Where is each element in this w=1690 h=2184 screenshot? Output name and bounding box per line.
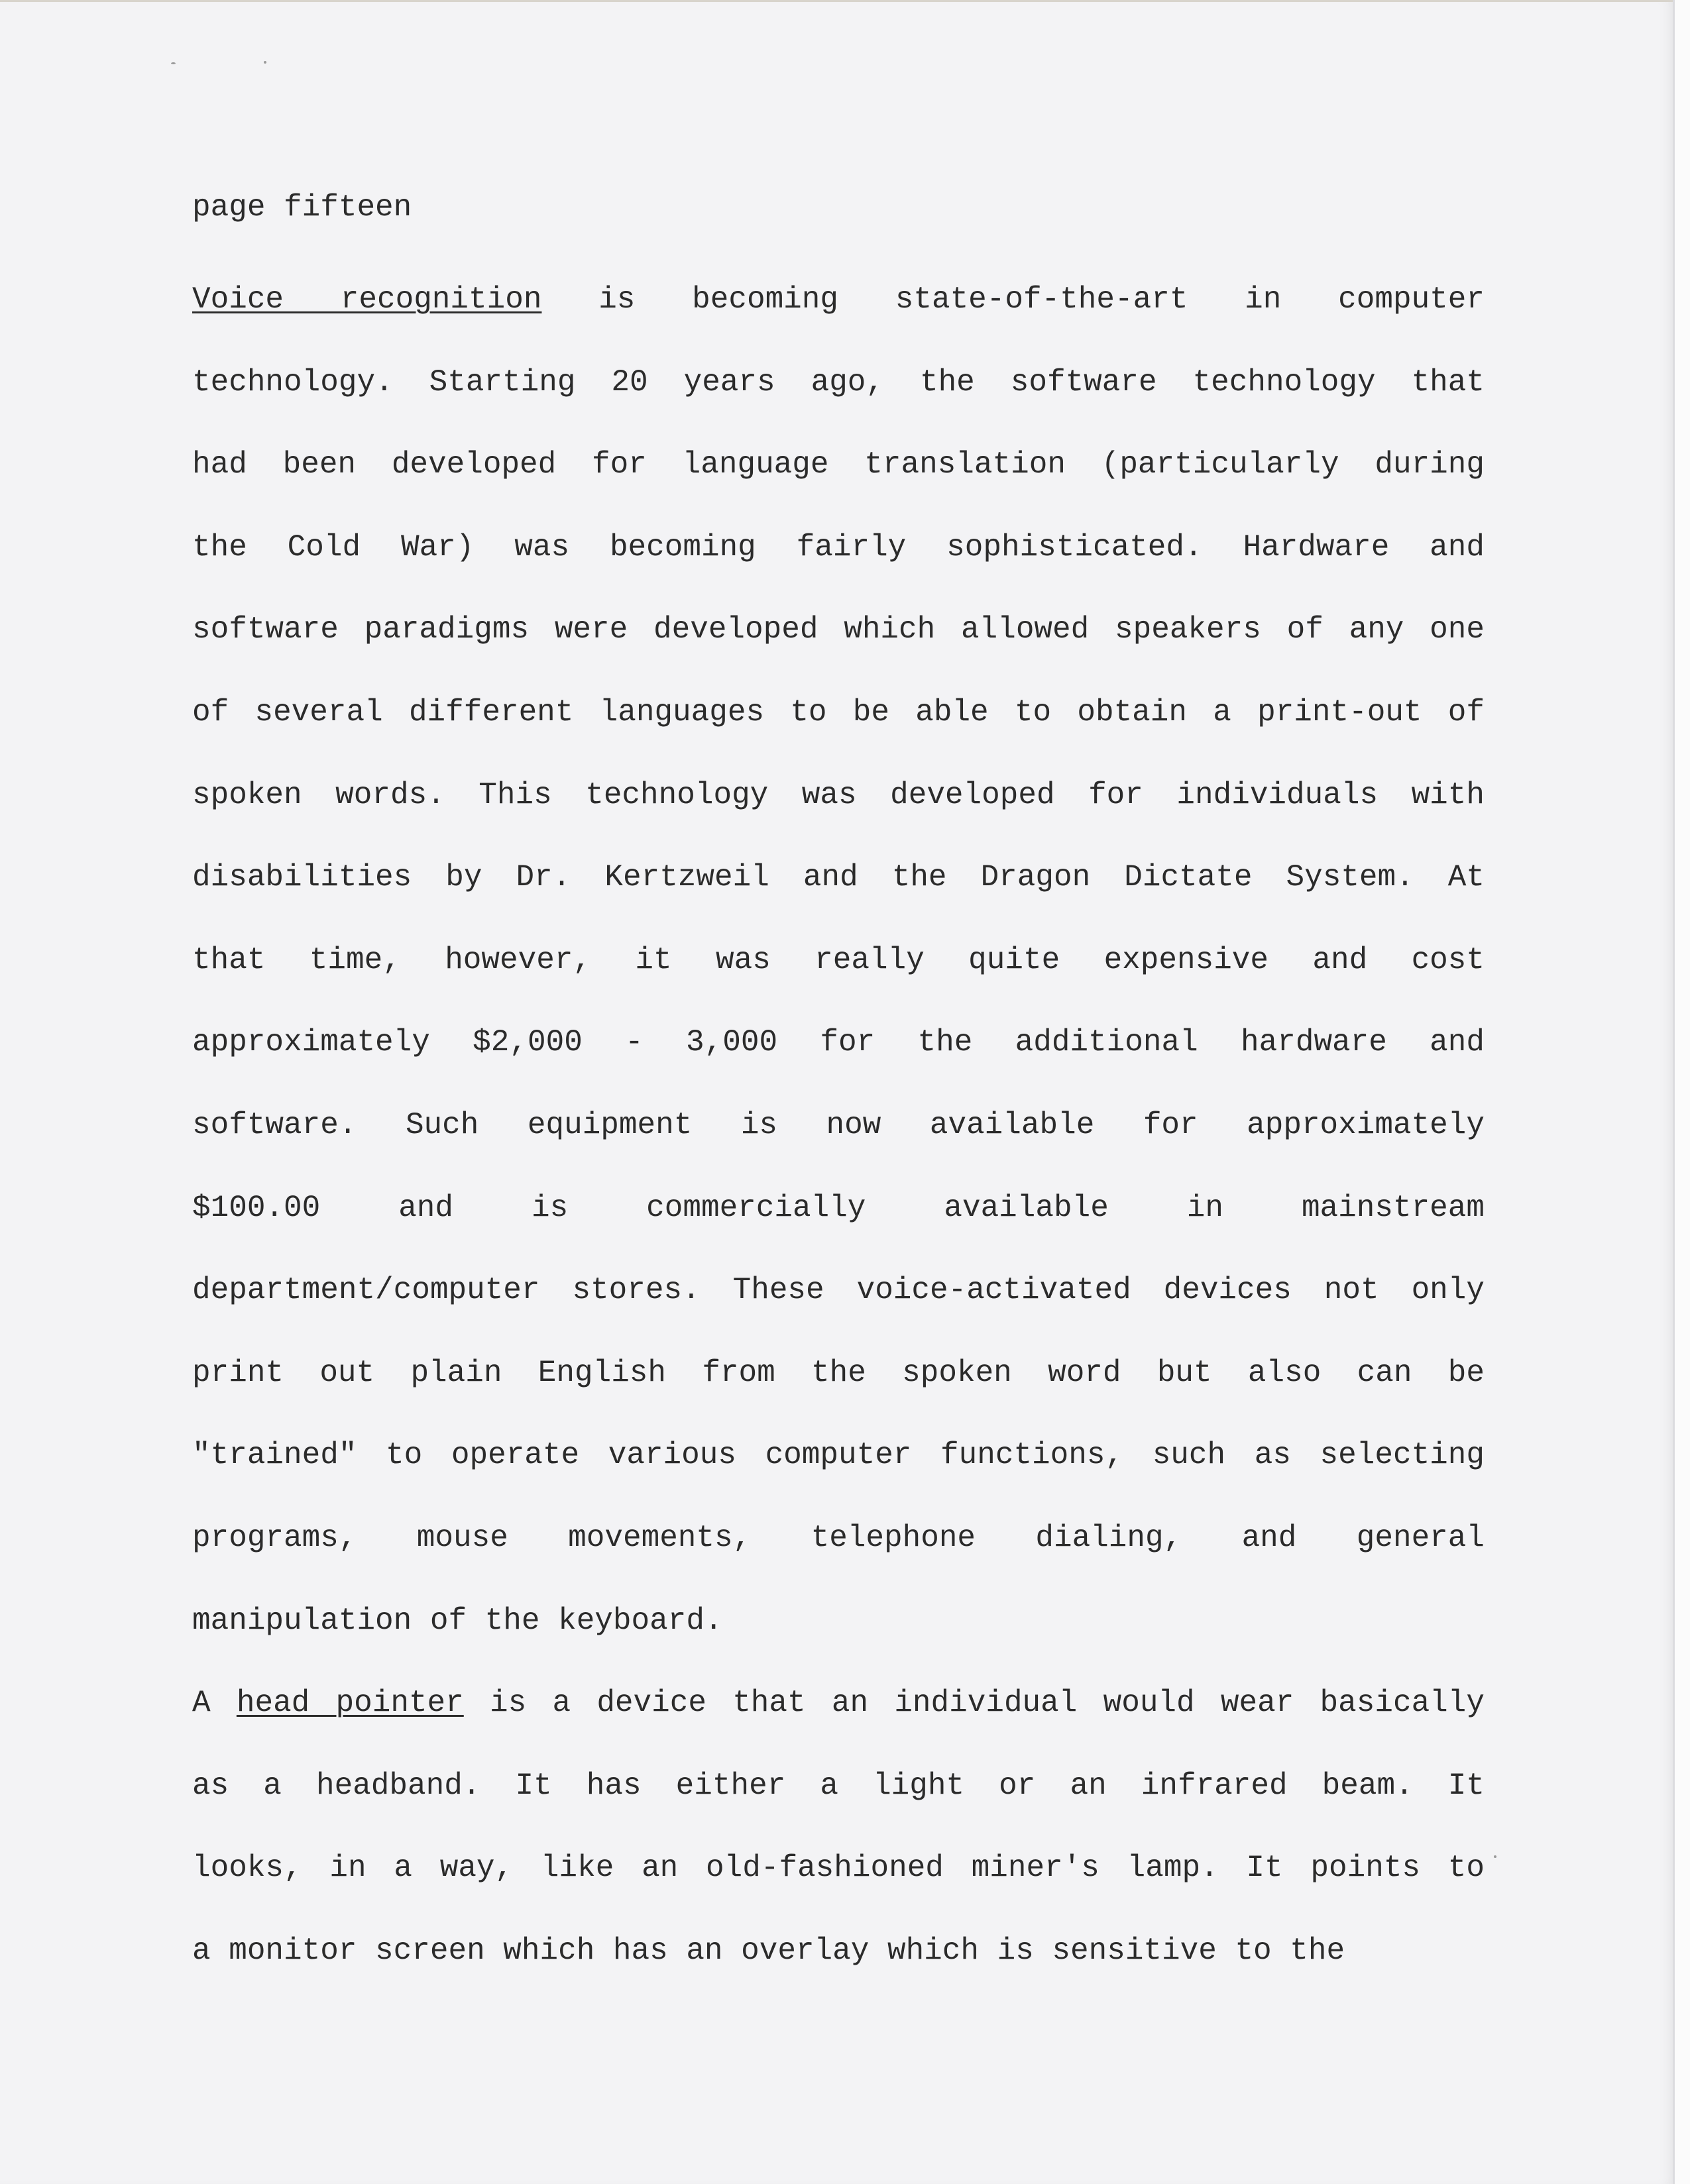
text-line: "trained" to operate various computer functions, such as selecting <box>192 1438 1485 1473</box>
scan-speck <box>264 61 266 64</box>
text-line: software. Such equipment is now available for approximately <box>192 1107 1485 1142</box>
scan-speck <box>1494 1855 1496 1858</box>
page-content <box>192 178 1485 1992</box>
text-line: looks, in a way, like an old-fashioned miner's lamp. It points to <box>192 1851 1485 1886</box>
page-top-edge <box>0 0 1673 2</box>
text-line: approximately $2,000 - 3,000 for the additional hardware and <box>192 1025 1485 1060</box>
page-number-label: page fifteen <box>192 190 412 225</box>
term-head-pointer: head pointer <box>236 1686 464 1721</box>
text-line: manipulation of the keyboard. <box>192 1603 723 1638</box>
text-line: $100.00 and is commercially available in mainstream <box>192 1190 1485 1225</box>
text-line: programs, mouse movements, telephone dialing, and general <box>192 1520 1485 1555</box>
text-line <box>192 1662 1485 1745</box>
scan-margin <box>1675 0 1690 2184</box>
text-span: is becoming state-of-the-art in computer <box>541 282 1485 317</box>
text-line: software paradigms were developed which allowed speakers of any one <box>192 612 1485 647</box>
text-line: spoken words. This technology was developed for individuals with <box>192 777 1485 812</box>
text-line <box>192 258 1485 341</box>
text-line: that time, however, it was really quite expensive and cost <box>192 942 1485 977</box>
text-line: print out plain English from the spoken word but also can be <box>192 1355 1485 1390</box>
text-line: department/computer stores. These voice-activated devices not only <box>192 1273 1485 1308</box>
paragraph-head-pointer <box>192 1662 1485 1992</box>
text-span: A <box>192 1686 237 1721</box>
text-line: had been developed for language translation (particularly during <box>192 447 1485 482</box>
scan-speck <box>171 62 176 64</box>
text-line: technology. Starting 20 years ago, the software technology that <box>192 364 1485 400</box>
term-voice-recognition: Voice recognition <box>192 282 542 317</box>
text-line: of several different languages to be able to obtain a print-out of <box>192 694 1485 730</box>
text-line: as a headband. It has either a light or an infrared beam. It <box>192 1768 1485 1803</box>
text-line: a monitor screen which has an overlay which is sensitive to the <box>192 1933 1345 1968</box>
text-line: disabilities by Dr. Kertzweil and the Dragon Dictate System. At <box>192 860 1485 895</box>
text-span: is a device that an individual would wear basically <box>463 1686 1485 1721</box>
paragraph-voice-recognition <box>192 258 1485 1662</box>
text-line: the Cold War) was becoming fairly sophisticated. Hardware and <box>192 529 1485 565</box>
